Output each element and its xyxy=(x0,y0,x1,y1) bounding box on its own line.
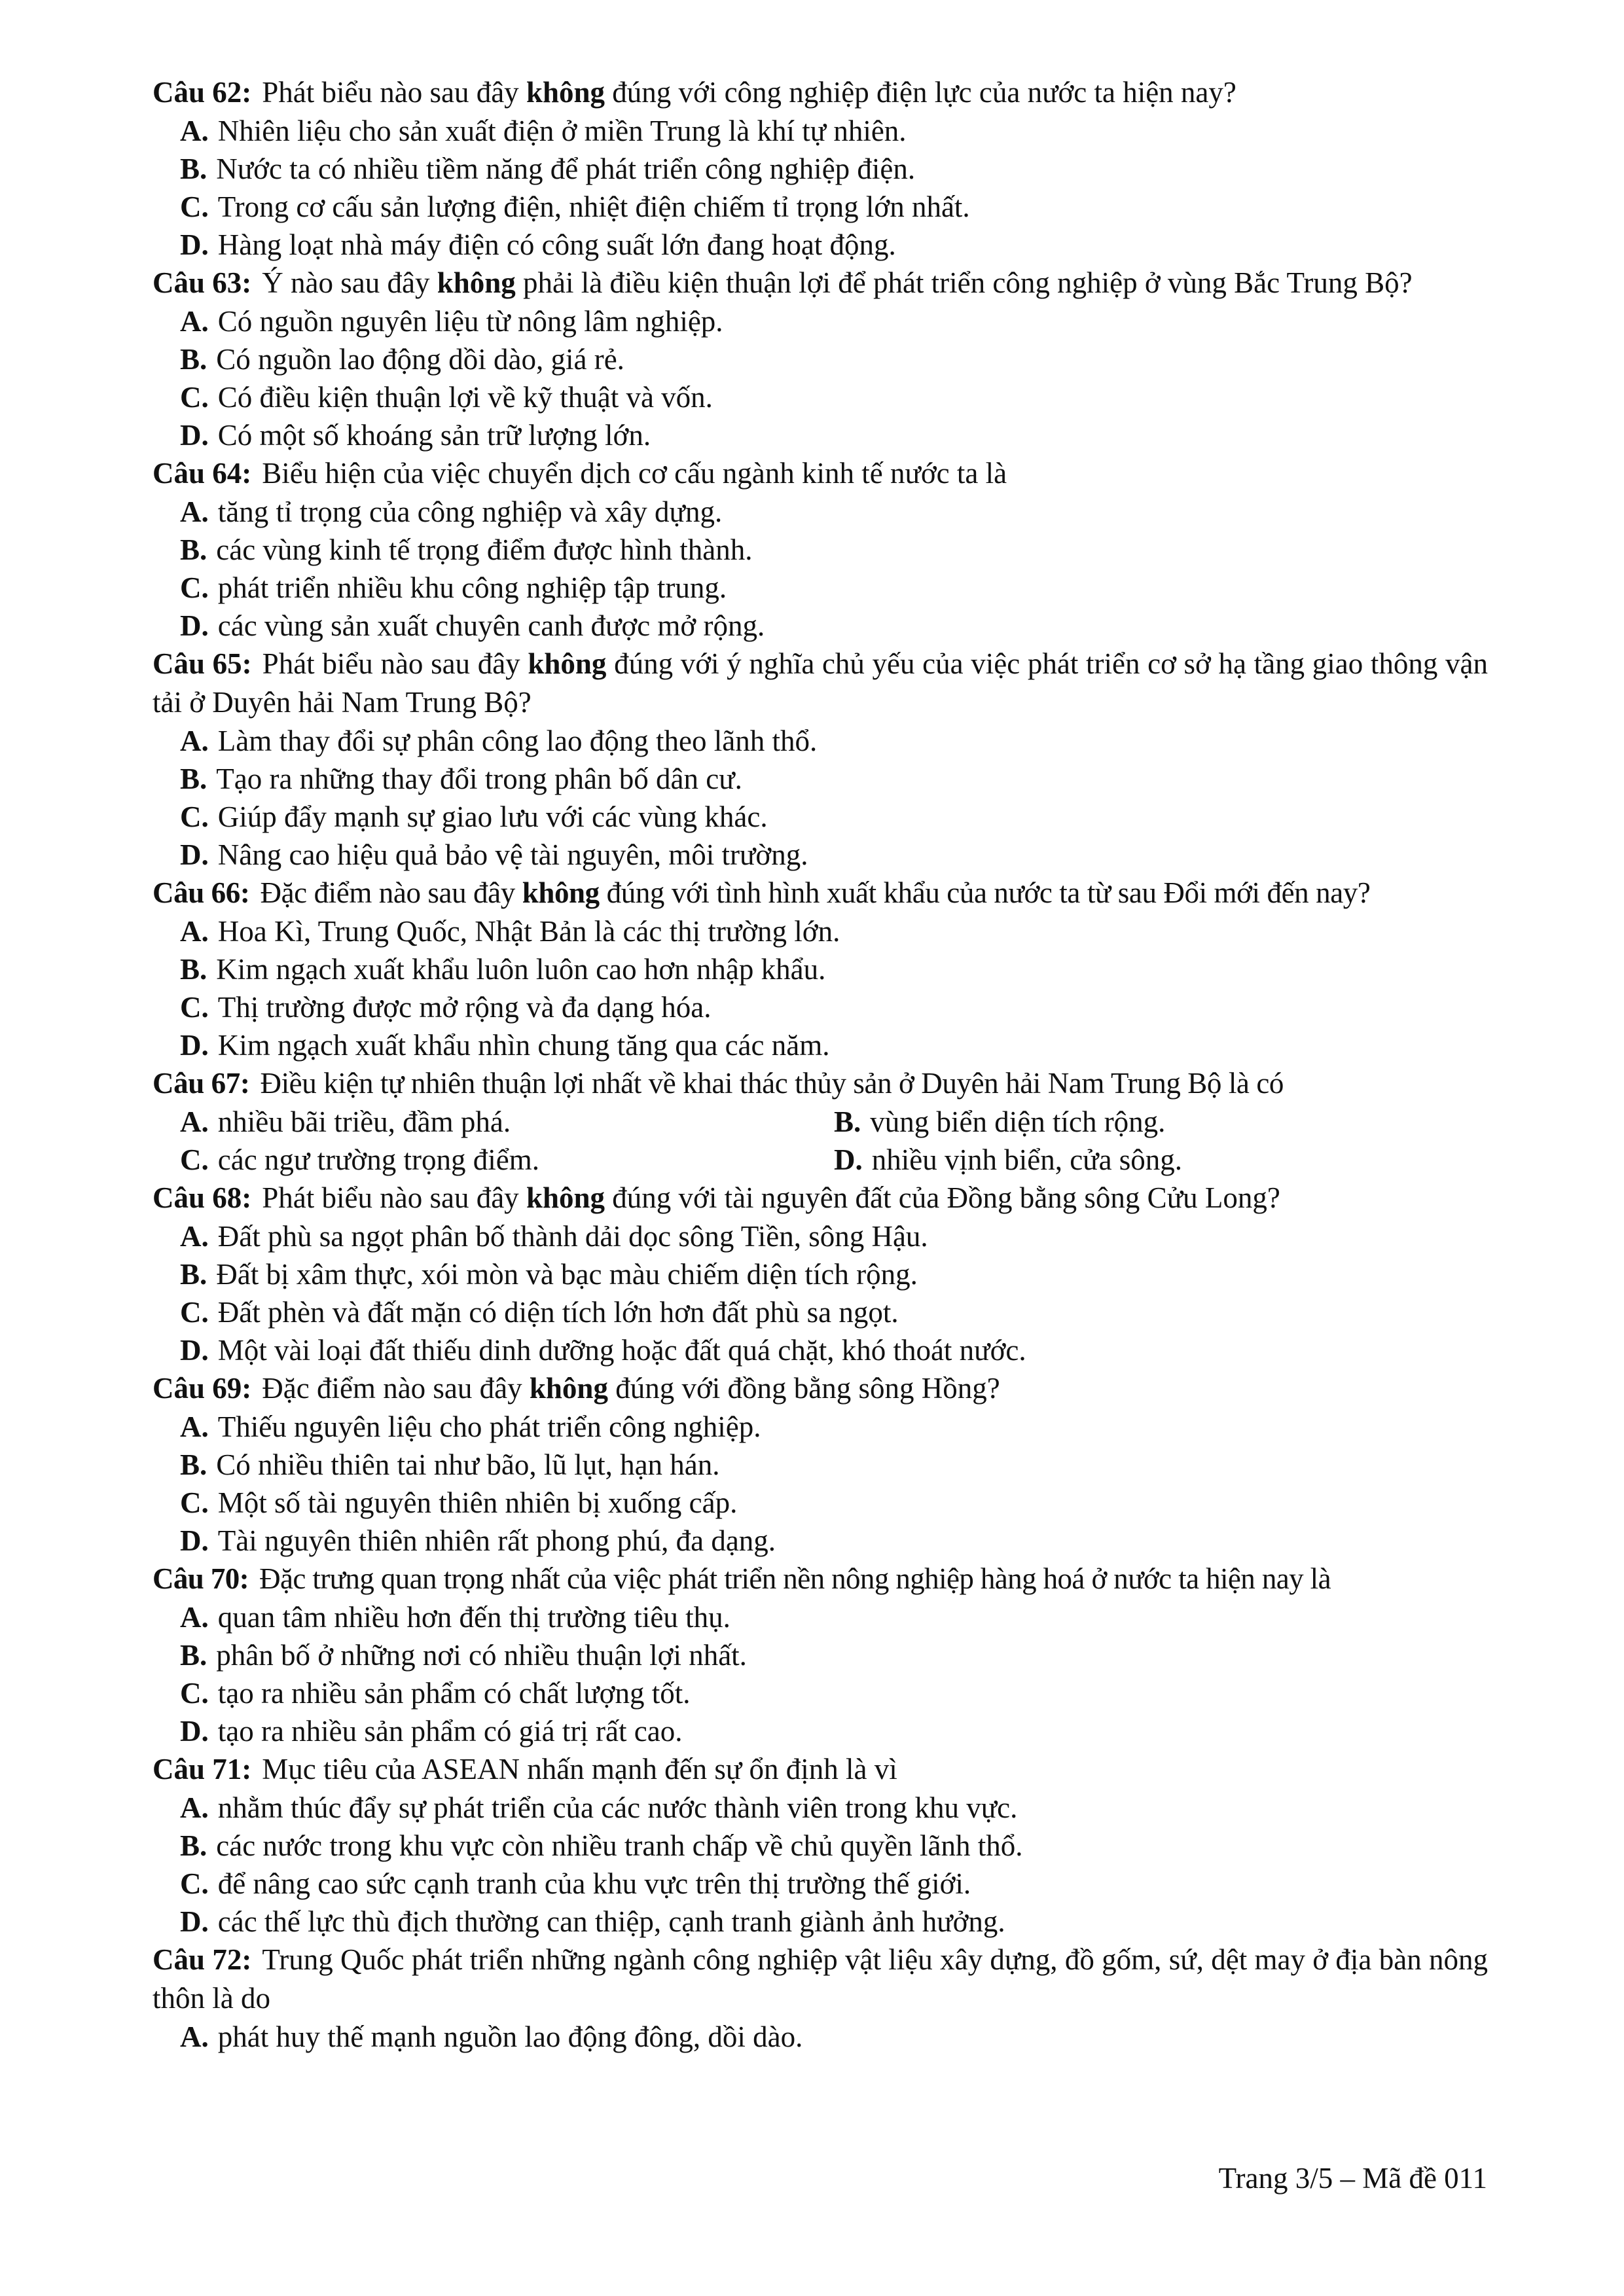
stem-text: Đặc điểm nào sau đây xyxy=(262,1372,530,1405)
question-list xyxy=(153,73,1488,2056)
stem-text: đúng với tài nguyên đất của Đồng bằng sông Cửu Long? xyxy=(605,1181,1280,1214)
question-label: Câu 64: xyxy=(153,457,252,490)
question-label: Câu 69: xyxy=(153,1372,252,1405)
option-b: B. Tạo ra những thay đổi trong phân bố dân cư. xyxy=(180,762,742,795)
option-c: C. tạo ra nhiều sản phẩm có chất lượng tốt. xyxy=(180,1677,691,1710)
stem-text: Phát biểu nào sau đây xyxy=(262,1181,526,1214)
option-c: C. Đất phèn và đất mặn có diện tích lớn hơn đất phù sa ngọt. xyxy=(180,1296,899,1329)
stem-text: đúng với đồng bằng sông Hồng? xyxy=(607,1372,1000,1405)
question-62 xyxy=(153,73,1488,264)
option-d: D. Nâng cao hiệu quả bảo vệ tài nguyên, môi trường. xyxy=(180,838,808,871)
option-a: A. tăng tỉ trọng của công nghiệp và xây dựng. xyxy=(180,495,723,528)
option-b: B. Nước ta có nhiều tiềm năng để phát triển công nghiệp điện. xyxy=(180,152,916,185)
option-c: C. các ngư trường trọng điểm. xyxy=(180,1143,539,1176)
option-row xyxy=(153,1103,1488,1141)
option-d: D. các vùng sản xuất chuyên canh được mở rộng. xyxy=(180,609,765,642)
stem-emphasis: không xyxy=(528,647,607,680)
question-stem xyxy=(153,73,1488,112)
option-a: A. nhiều bãi triều, đầm phá. xyxy=(180,1105,511,1138)
stem-text: Phát biểu nào sau đây xyxy=(262,76,526,109)
question-stem xyxy=(153,1941,1488,2018)
option-a: A. Có nguồn nguyên liệu từ nông lâm nghiệp. xyxy=(180,305,723,338)
question-65 xyxy=(153,645,1488,874)
stem-text: Trung Quốc phát triển những ngành công nghiệp vật liệu xây dựng, đồ gốm, sứ, dệt may ở địa bàn nông thôn là do xyxy=(153,1943,1489,2015)
question-71 xyxy=(153,1750,1488,1941)
option-c: C. Có điều kiện thuận lợi về kỹ thuật và vốn. xyxy=(180,381,713,414)
stem-emphasis: không xyxy=(522,876,600,909)
stem-text: Biểu hiện của việc chuyển dịch cơ cấu ngành kinh tế nước ta là xyxy=(262,457,1007,490)
stem-text: Ý nào sau đây xyxy=(262,266,437,299)
option-c: C. phát triển nhiều khu công nghiệp tập trung. xyxy=(180,571,727,604)
option-c: C. Một số tài nguyên thiên nhiên bị xuống cấp. xyxy=(180,1486,738,1519)
question-label: Câu 68: xyxy=(153,1181,252,1214)
question-stem xyxy=(153,454,1488,493)
option-a: A. Đất phù sa ngọt phân bố thành dải dọc sông Tiền, sông Hậu. xyxy=(180,1220,928,1253)
option-c: C. Giúp đẩy mạnh sự giao lưu với các vùng khác. xyxy=(180,800,768,833)
option-d: D. nhiều vịnh biển, cửa sông. xyxy=(834,1143,1183,1176)
question-72 xyxy=(153,1941,1488,2056)
stem-text: Điều kiện tự nhiên thuận lợi nhất về khai thác thủy sản ở Duyên hải Nam Trung Bộ là có xyxy=(260,1067,1284,1100)
question-70 xyxy=(153,1560,1488,1750)
option-b: B. Có nhiều thiên tai như bão, lũ lụt, hạn hán. xyxy=(180,1448,720,1481)
question-66 xyxy=(153,874,1488,1064)
option-a: A. Làm thay đổi sự phân công lao động theo lãnh thổ. xyxy=(180,725,818,757)
question-63 xyxy=(153,264,1488,454)
stem-text: phải là điều kiện thuận lợi để phát triển công nghiệp ở vùng Bắc Trung Bộ? xyxy=(515,266,1413,299)
option-d: D. Có một số khoáng sản trữ lượng lớn. xyxy=(180,419,651,452)
option-b: B. Có nguồn lao động dồi dào, giá rẻ. xyxy=(180,343,624,376)
stem-text: Phát biểu nào sau đây xyxy=(262,647,528,680)
option-a: A. phát huy thế mạnh nguồn lao động đông, dồi dào. xyxy=(180,2020,803,2053)
question-label: Câu 62: xyxy=(153,76,252,109)
stem-text: đúng với tình hình xuất khẩu của nước ta từ sau Đổi mới đến nay? xyxy=(599,876,1371,909)
option-d: D. Kim ngạch xuất khẩu nhìn chung tăng qua các năm. xyxy=(180,1029,830,1062)
question-stem xyxy=(153,1560,1488,1598)
option-a: A. Nhiên liệu cho sản xuất điện ở miền Trung là khí tự nhiên. xyxy=(180,115,907,147)
option-c: C. để nâng cao sức cạnh tranh của khu vực trên thị trường thế giới. xyxy=(180,1867,971,1900)
stem-text: Mục tiêu của ASEAN nhấn mạnh đến sự ổn định là vì xyxy=(262,1753,897,1785)
option-row xyxy=(153,1141,1488,1179)
option-a: A. Hoa Kì, Trung Quốc, Nhật Bản là các thị trường lớn. xyxy=(180,915,840,948)
question-67 xyxy=(153,1064,1488,1179)
question-68 xyxy=(153,1179,1488,1369)
question-label: Câu 70: xyxy=(153,1562,249,1595)
option-a: A. quan tâm nhiều hơn đến thị trường tiêu thụ. xyxy=(180,1601,731,1634)
stem-text: Đặc trưng quan trọng nhất của việc phát triển nền nông nghiệp hàng hoá ở nước ta hiện nay là xyxy=(259,1562,1331,1595)
question-label: Câu 63: xyxy=(153,266,252,299)
stem-text: đúng với công nghiệp điện lực của nước ta hiện nay? xyxy=(605,76,1236,109)
question-stem xyxy=(153,264,1488,302)
question-stem xyxy=(153,1179,1488,1217)
stem-emphasis: không xyxy=(526,76,605,109)
option-d: D. Một vài loại đất thiếu dinh dưỡng hoặc đất quá chặt, khó thoát nước. xyxy=(180,1334,1026,1367)
stem-emphasis: không xyxy=(437,266,516,299)
option-b: B. vùng biển diện tích rộng. xyxy=(834,1105,1166,1138)
option-d: D. tạo ra nhiều sản phẩm có giá trị rất cao. xyxy=(180,1715,683,1748)
option-b: B. các nước trong khu vực còn nhiều tranh chấp về chủ quyền lãnh thổ. xyxy=(180,1829,1023,1862)
question-label: Câu 65: xyxy=(153,647,252,680)
question-label: Câu 71: xyxy=(153,1753,252,1785)
question-stem xyxy=(153,874,1488,912)
page-footer: Trang 3/5 – Mã đề 011 xyxy=(1218,2162,1487,2195)
question-label: Câu 67: xyxy=(153,1067,250,1100)
question-69 xyxy=(153,1369,1488,1560)
question-label: Câu 72: xyxy=(153,1943,252,1976)
option-d: D. Hàng loạt nhà máy điện có công suất lớn đang hoạt động. xyxy=(180,228,896,261)
option-c: C. Thị trường được mở rộng và đa dạng hóa. xyxy=(180,991,712,1024)
question-64 xyxy=(153,454,1488,645)
question-label: Câu 66: xyxy=(153,876,250,909)
option-c: C. Trong cơ cấu sản lượng điện, nhiệt điện chiếm tỉ trọng lớn nhất. xyxy=(180,190,970,223)
stem-emphasis: không xyxy=(526,1181,605,1214)
stem-text: Đặc điểm nào sau đây xyxy=(260,876,522,909)
question-stem xyxy=(153,1064,1488,1103)
option-b: B. Đất bị xâm thực, xói mòn và bạc màu chiếm diện tích rộng. xyxy=(180,1258,918,1291)
option-a: A. nhằm thúc đẩy sự phát triển của các nước thành viên trong khu vực. xyxy=(180,1791,1018,1824)
option-d: D. các thế lực thù địch thường can thiệp, cạnh tranh giành ảnh hưởng. xyxy=(180,1905,1005,1938)
question-stem xyxy=(153,1750,1488,1789)
question-stem xyxy=(153,645,1488,722)
option-d: D. Tài nguyên thiên nhiên rất phong phú, đa dạng. xyxy=(180,1524,776,1557)
option-b: B. phân bố ở những nơi có nhiều thuận lợi nhất. xyxy=(180,1639,747,1672)
option-b: B. Kim ngạch xuất khẩu luôn luôn cao hơn nhập khẩu. xyxy=(180,953,826,986)
stem-text: đúng với ý nghĩa chủ yếu của việc phát triển cơ sở hạ tầng giao thông vận tải ở Duyên hải Nam Trung Bộ? xyxy=(153,647,1488,719)
stem-emphasis: không xyxy=(529,1372,608,1405)
option-b: B. các vùng kinh tế trọng điểm được hình thành. xyxy=(180,533,753,566)
question-stem xyxy=(153,1369,1488,1408)
option-a: A. Thiếu nguyên liệu cho phát triển công nghiệp. xyxy=(180,1410,761,1443)
